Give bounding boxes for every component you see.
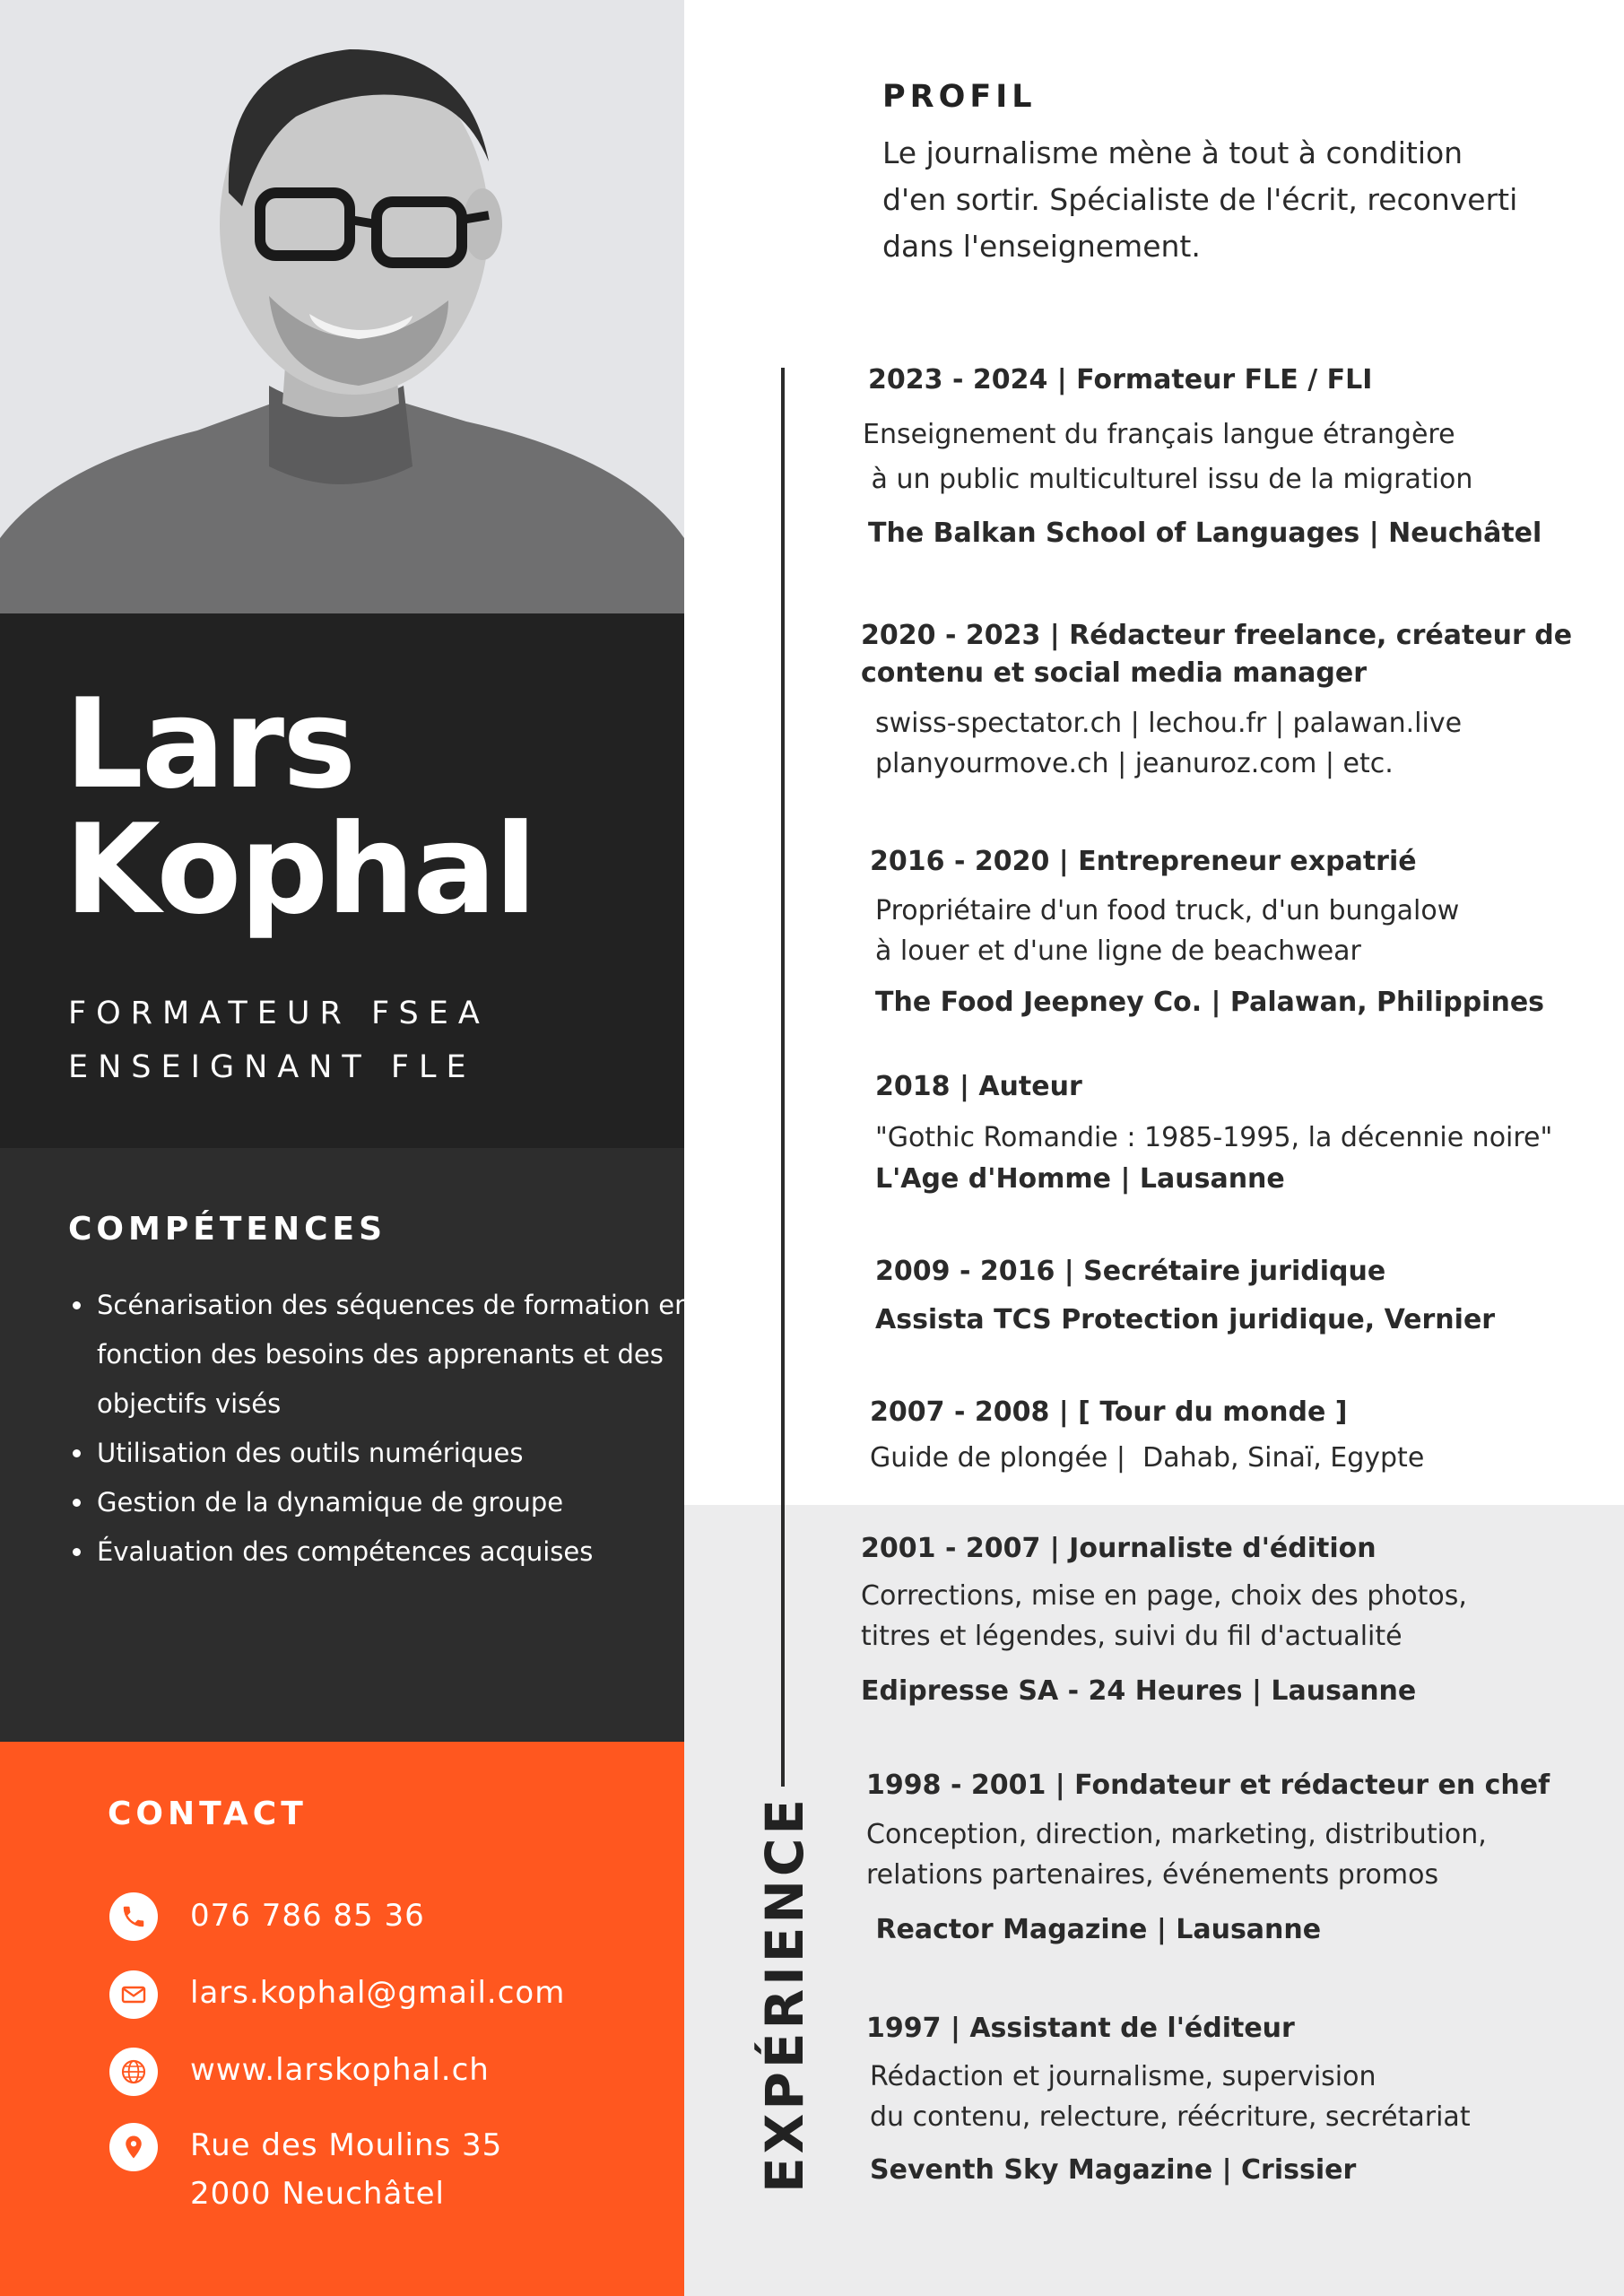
skill-item: • Gestion de la dynamique de groupe [95,1478,705,1527]
globe-icon [109,2048,158,2096]
phone-link[interactable]: 076 786 85 36 [190,1898,425,1934]
job-title: 1998 - 2001 | Fondateur et rédacteur en chef [866,1770,1550,1801]
job-organization: L'Age d'Homme | Lausanne [875,1163,1285,1195]
job-title: 1997 | Assistant de l'éditeur [866,2013,1295,2044]
profile-line: d'en sortir. Spécialiste de l'écrit, reconverti [882,182,1518,217]
job-description: titres et légendes, suivi du fil d'actualité [861,1621,1403,1652]
job-organization: The Balkan School of Languages | Neuchâtel [868,517,1542,549]
job-organization: The Food Jeepney Co. | Palawan, Philippines [875,987,1545,1018]
website-link[interactable]: www.larskophal.ch [190,2052,490,2088]
profile-line: Le journalisme mène à tout à condition [882,135,1463,170]
job-description: du contenu, relecture, réécriture, secrétariat [870,2101,1471,2133]
skills-title: COMPÉTENCES [68,1211,387,1248]
job-title: 2009 - 2016 | Secrétaire juridique [875,1256,1386,1287]
job-title: contenu et social media manager [861,657,1368,689]
full-name [65,672,535,942]
job-title: 2001 - 2007 | Journaliste d'édition [861,1533,1376,1564]
job-description: swiss-spectator.ch | lechou.fr | palawan.live [875,708,1463,739]
last-name: Kophal [65,797,535,942]
job-organization: Edipresse SA - 24 Heures | Lausanne [861,1675,1417,1707]
job-description: Rédaction et journalisme, supervision [870,2061,1376,2092]
job-description: Guide de plongée | Dahab, Sinaï, Egypte [870,1442,1425,1474]
job-description: à louer et d'une ligne de beachwear [875,935,1361,967]
contact-title: CONTACT [108,1796,308,1832]
role-line-2: ENSEIGNANT FLE [68,1049,476,1085]
job-description: relations partenaires, événements promos [866,1859,1439,1891]
portrait-image [0,0,684,613]
skill-item: • Utilisation des outils numériques [95,1429,705,1478]
profile-text [882,130,1564,270]
skills-list [54,1281,705,1577]
job-description: "Gothic Romandie : 1985-1995, la décennie noire" [875,1122,1553,1153]
email-link[interactable]: lars.kophal@gmail.com [190,1975,566,2011]
mail-icon [109,1970,158,2019]
job-title: 2023 - 2024 | Formateur FLE / FLI [868,364,1373,396]
profile-line: dans l'enseignement. [882,229,1201,264]
address-line-2: 2000 Neuchâtel [190,2176,446,2212]
job-organization: Assista TCS Protection juridique, Vernier [875,1304,1496,1335]
first-name: Lars [65,672,355,816]
role-line-1: FORMATEUR FSEA [68,996,490,1031]
phone-icon [109,1892,158,1941]
job-description: Propriétaire d'un food truck, d'un bungalow [875,895,1460,926]
timeline-line [781,368,785,1787]
location-pin-icon [109,2123,158,2171]
job-title: 2018 | Auteur [875,1071,1082,1102]
job-title: 2016 - 2020 | Entrepreneur expatrié [870,846,1417,877]
job-description: Conception, direction, marketing, distribution, [866,1819,1487,1850]
job-organization: Seventh Sky Magazine | Crissier [870,2154,1357,2186]
job-title: 2007 - 2008 | [ Tour du monde ] [870,1396,1348,1428]
job-title: 2020 - 2023 | Rédacteur freelance, créateur de [861,620,1573,651]
job-organization: Reactor Magazine | Lausanne [866,1914,1322,1945]
profile-photo [0,0,684,613]
profile-title: PROFIL [882,79,1037,115]
experience-label: EXPÉRIENCE [754,1795,815,2193]
job-description: à un public multiculturel issu de la migration [863,464,1473,495]
job-description: planyourmove.ch | jeanuroz.com | etc. [875,748,1394,779]
job-description: Corrections, mise en page, choix des photos, [861,1580,1467,1612]
job-description: Enseignement du français langue étrangère [863,419,1455,450]
address-line-1: Rue des Moulins 35 [190,2127,503,2163]
skill-item: • Scénarisation des séquences de formation en fonction des besoins des apprenants et des objectifs visés [95,1281,705,1429]
skill-item: • Évaluation des compétences acquises [95,1527,705,1577]
